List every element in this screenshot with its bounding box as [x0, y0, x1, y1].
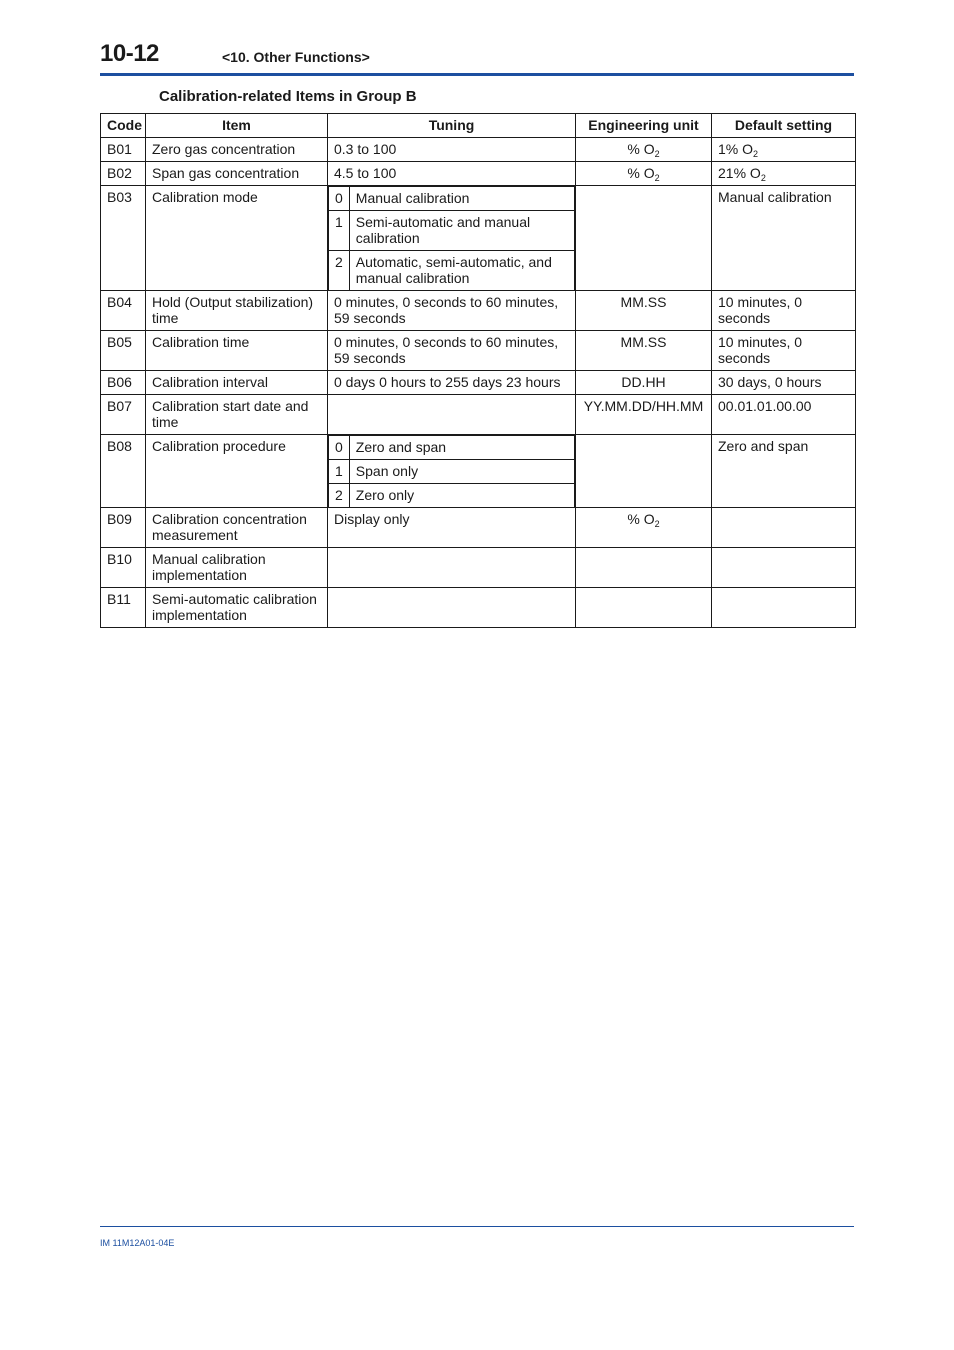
item-cell: Manual calibration implementation [146, 548, 328, 588]
item-cell: Span gas concentration [146, 162, 328, 186]
default-cell: 30 days, 0 hours [712, 371, 856, 395]
unit-cell [576, 588, 712, 628]
option-row [329, 251, 575, 291]
default-cell [712, 508, 856, 548]
tuning-cell: 0 minutes, 0 seconds to 60 minutes, 59 seconds [328, 291, 576, 331]
code-cell: B11 [101, 588, 146, 628]
unit-subscript: 2 [654, 519, 660, 529]
unit-cell [576, 508, 712, 548]
tuning-cell: Display only [328, 508, 576, 548]
table-row [101, 508, 856, 548]
unit-cell: DD.HH [576, 371, 712, 395]
default-cell: 00.01.01.00.00 [712, 395, 856, 435]
code-cell: B08 [101, 435, 146, 508]
column-header-engineering-unit: Engineering unit [576, 114, 712, 138]
option-label: Span only [349, 460, 574, 484]
tuning-cell: 0 days 0 hours to 255 days 23 hours [328, 371, 576, 395]
option-number: 1 [329, 460, 350, 484]
table-row [101, 371, 856, 395]
item-cell: Calibration time [146, 331, 328, 371]
column-header-item: Item [146, 114, 328, 138]
unit-cell: YY.MM.DD/HH.MM [576, 395, 712, 435]
table-row [101, 138, 856, 162]
table-row [101, 548, 856, 588]
section-title: Calibration-related Items in Group B [159, 88, 417, 105]
option-row [329, 460, 575, 484]
code-cell: B04 [101, 291, 146, 331]
default-cell [712, 162, 856, 186]
item-cell: Calibration interval [146, 371, 328, 395]
code-cell: B10 [101, 548, 146, 588]
options-list [328, 435, 575, 507]
default-text: 1% O [718, 141, 754, 157]
unit-cell [576, 138, 712, 162]
tuning-options-cell [328, 186, 576, 291]
column-header-tuning: Tuning [328, 114, 576, 138]
default-cell [712, 588, 856, 628]
tuning-cell [328, 588, 576, 628]
table-row [101, 588, 856, 628]
default-cell: Manual calibration [712, 186, 856, 291]
item-cell: Calibration start date and time [146, 395, 328, 435]
page-number: 10-12 [100, 40, 159, 67]
code-cell: B05 [101, 331, 146, 371]
option-label: Manual calibration [349, 187, 574, 211]
item-cell: Calibration concentration measurement [146, 508, 328, 548]
option-row [329, 187, 575, 211]
code-cell: B06 [101, 371, 146, 395]
option-row [329, 211, 575, 251]
default-cell [712, 548, 856, 588]
unit-cell [576, 186, 712, 291]
unit-cell [576, 435, 712, 508]
item-cell: Calibration procedure [146, 435, 328, 508]
code-cell: B09 [101, 508, 146, 548]
option-number: 0 [329, 187, 350, 211]
option-number: 0 [329, 436, 350, 460]
document-id: IM 11M12A01-04E [100, 1238, 175, 1248]
default-cell: 10 minutes, 0 seconds [712, 291, 856, 331]
code-cell: B07 [101, 395, 146, 435]
tuning-cell: 0.3 to 100 [328, 138, 576, 162]
unit-cell: MM.SS [576, 291, 712, 331]
code-cell: B02 [101, 162, 146, 186]
unit-text: % O [627, 165, 655, 181]
table-row [101, 162, 856, 186]
tuning-cell: 4.5 to 100 [328, 162, 576, 186]
options-list [328, 186, 575, 290]
calibration-items-table [100, 113, 856, 628]
table-row [101, 186, 856, 291]
unit-cell: MM.SS [576, 331, 712, 371]
code-cell: B01 [101, 138, 146, 162]
tuning-cell [328, 548, 576, 588]
unit-cell [576, 548, 712, 588]
option-number: 1 [329, 211, 350, 251]
option-label: Zero only [349, 484, 574, 508]
default-subscript: 2 [753, 149, 759, 159]
code-cell: B03 [101, 186, 146, 291]
item-cell: Calibration mode [146, 186, 328, 291]
option-row [329, 484, 575, 508]
footer-rule [100, 1226, 854, 1227]
chapter-title: <10. Other Functions> [222, 49, 370, 65]
column-header-code: Code [101, 114, 146, 138]
table-header-row [101, 114, 856, 138]
tuning-cell [328, 395, 576, 435]
item-cell: Semi-automatic calibration implementation [146, 588, 328, 628]
unit-text: % O [627, 511, 655, 527]
option-label: Semi-automatic and manual calibration [349, 211, 574, 251]
default-cell: 10 minutes, 0 seconds [712, 331, 856, 371]
option-number: 2 [329, 251, 350, 291]
option-label: Zero and span [349, 436, 574, 460]
item-cell: Hold (Output stabilization) time [146, 291, 328, 331]
option-label: Automatic, semi-automatic, and manual calibration [349, 251, 574, 291]
table-row [101, 331, 856, 371]
unit-cell [576, 162, 712, 186]
default-cell [712, 138, 856, 162]
option-row [329, 436, 575, 460]
column-header-default-setting: Default setting [712, 114, 856, 138]
tuning-cell: 0 minutes, 0 seconds to 60 minutes, 59 seconds [328, 331, 576, 371]
default-text: 21% O [718, 165, 761, 181]
option-number: 2 [329, 484, 350, 508]
unit-text: % O [627, 141, 655, 157]
unit-subscript: 2 [654, 149, 660, 159]
default-subscript: 2 [760, 173, 766, 183]
header-rule [100, 73, 854, 76]
tuning-options-cell [328, 435, 576, 508]
default-cell: Zero and span [712, 435, 856, 508]
item-cell: Zero gas concentration [146, 138, 328, 162]
unit-subscript: 2 [654, 173, 660, 183]
table-row [101, 435, 856, 508]
table-row [101, 291, 856, 331]
table-row [101, 395, 856, 435]
